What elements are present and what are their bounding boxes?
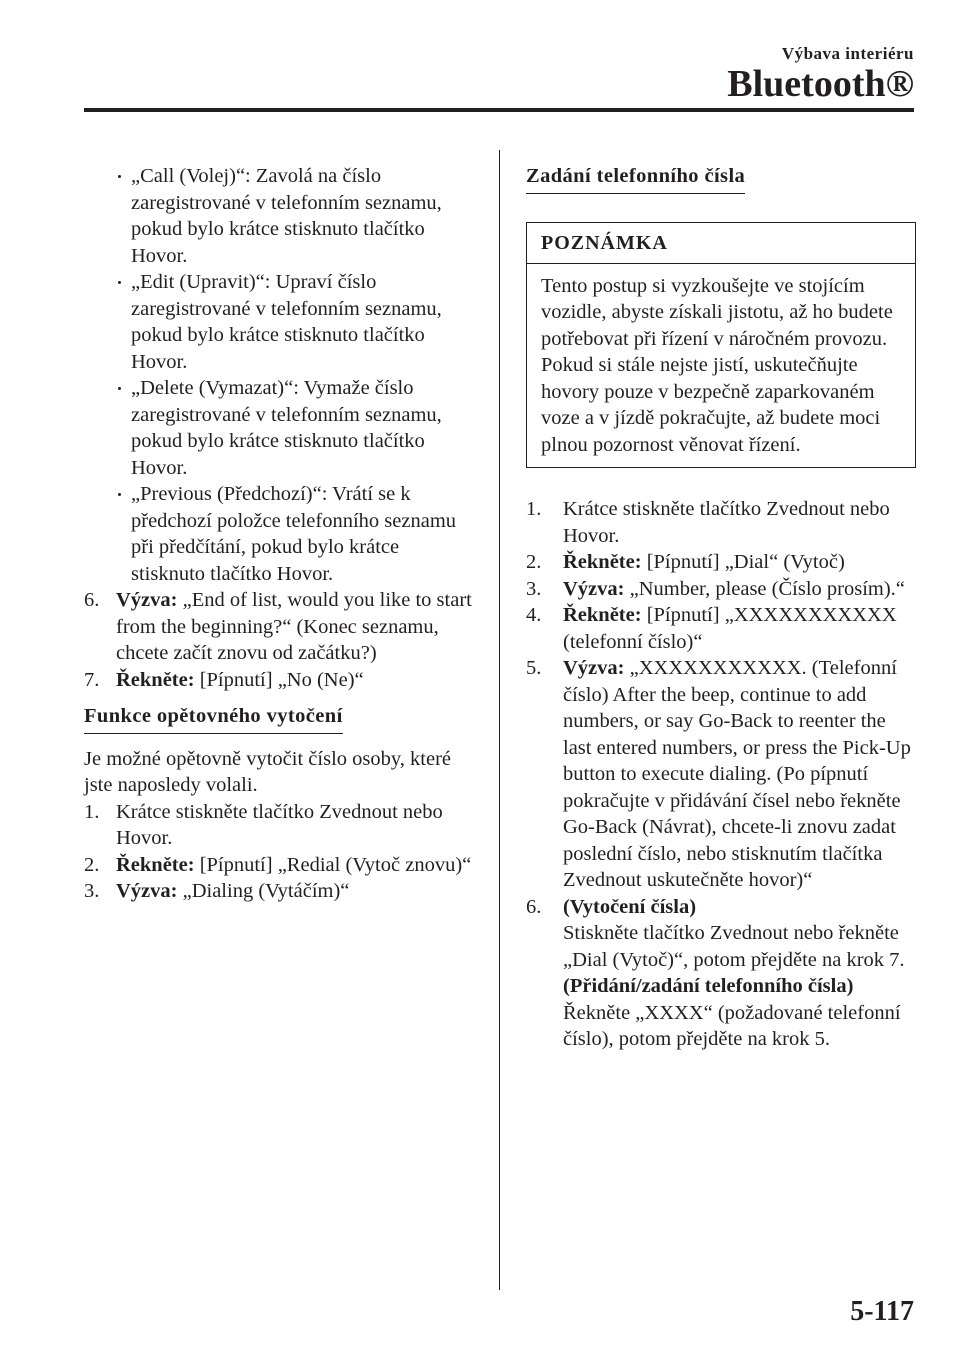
step-text: [Pípnutí] „No (Ne)“ (194, 668, 364, 691)
step-number: 6. (526, 895, 542, 918)
bullet-dot (118, 493, 121, 496)
page-number: 5-117 (850, 1296, 914, 1327)
step-keyword: Výzva: (116, 880, 178, 902)
step-number: 7. (84, 668, 100, 691)
section-heading-number-entry: Zadání telefonního čísla (526, 163, 745, 194)
right-column (526, 163, 916, 1053)
bullet-list (84, 163, 474, 587)
step-item (84, 667, 474, 694)
step-subheading: (Vytočení čísla) (563, 895, 697, 918)
step-number: 2. (526, 551, 542, 573)
step-text: [Pípnutí] „Dial“ (Vytoč) (641, 551, 845, 573)
bullet-item (84, 375, 474, 481)
step-item (526, 576, 916, 603)
step-item (526, 602, 916, 655)
step-keyword: Řekněte: (563, 604, 642, 626)
column-divider (499, 150, 500, 1290)
step-keyword: Řekněte: (116, 853, 195, 876)
step-item (526, 655, 916, 894)
bullet-dot (118, 281, 121, 284)
bullet-item (84, 269, 474, 375)
step-subheading: (Přidání/zadání telefonního čísla) (563, 975, 854, 997)
bullet-text: „Previous (Předchozí)“: Vrátí se k předchozí položce telefonního seznamu při předčítání, pokud bylo krátce stisknuto tlačítko Hovor. (131, 483, 457, 585)
step-number: 1. (84, 800, 100, 823)
step-text: „Number, please (Číslo prosím).“ (624, 577, 905, 600)
step-text: Stiskněte tlačítko Zvednout nebo řekněte „Dial (Vytoč)“, potom přejděte na krok 7. (563, 922, 905, 971)
step-text: [Pípnutí] „Redial (Vytoč znovu)“ (194, 853, 472, 876)
page-title: Bluetooth® (727, 63, 914, 105)
step-text: Řekněte „XXXX“ (požadované telefonní číslo), potom přejděte na krok 5. (563, 1001, 901, 1050)
bullet-dot (118, 175, 121, 178)
step-number: 5. (526, 657, 542, 679)
bullet-item (84, 163, 474, 269)
step-text: „Dialing (Vytáčím)“ (177, 880, 350, 902)
intro-paragraph: Je možné opětovně vytočit číslo osoby, které jste naposledy volali. (84, 747, 452, 796)
section-label: Výbava interiéru (781, 44, 914, 63)
note-title: POZNÁMKA (527, 223, 915, 264)
step-item (526, 549, 916, 576)
step-keyword: Výzva: (563, 657, 625, 679)
step-item (84, 852, 474, 879)
step-item (84, 799, 474, 852)
step-text: „XXXXXXXXXXX. (Telefonní číslo) After the beep, continue to add numbers, or say Go-Back to reenter the last entered numbers, or press the Pick-Up button to execute dialing. (Po pípnutí pokračujte v přidávání čísel nebo řekněte Go-Back (Návrat), chcete-li znovu zadat poslední číslo, nebo stisknutím tlačítka Zvednout uskutečněte hovor)“ (563, 657, 911, 891)
step-number: 1. (526, 498, 542, 520)
step-keyword: Výzva: (116, 589, 178, 611)
step-item (84, 878, 474, 905)
step-keyword: Řekněte: (563, 551, 642, 573)
step-number: 3. (526, 577, 542, 600)
section-heading-redial: Funkce opětovného vytočení (84, 703, 343, 734)
step-keyword: Výzva: (563, 577, 625, 600)
note-box (526, 222, 916, 469)
step-text: Krátce stiskněte tlačítko Zvednout nebo Hovor. (563, 498, 890, 547)
step-number: 2. (84, 853, 100, 876)
step-number: 4. (526, 604, 542, 626)
step-number: 3. (84, 880, 100, 902)
step-item (526, 496, 916, 549)
step-number: 6. (84, 589, 100, 611)
step-text: „End of list, would you like to start from the beginning?“ (Konec seznamu, chcete začít znovu od začátku?) (116, 589, 472, 664)
step-item (526, 894, 916, 1053)
bullet-text: „Call (Volej)“: Zavolá na číslo zaregistrované v telefonním seznamu, pokud bylo krátce stisknuto tlačítko Hovor. (131, 165, 442, 267)
step-text: [Pípnutí] „XXXXXXXXXXX (telefonní číslo)“ (563, 604, 897, 653)
left-column (84, 163, 474, 905)
header-rule (84, 108, 914, 112)
bullet-item (84, 481, 474, 587)
bullet-dot (118, 387, 121, 390)
bullet-text: „Delete (Vymazat)“: Vymaže číslo zaregistrované v telefonním seznamu, pokud bylo krátce stisknuto tlačítko Hovor. (131, 377, 442, 479)
note-text: Tento postup si vyzkoušejte ve stojícím vozidle, abyste získali jistotu, až ho budete potřebovat při řízení v náročném provozu. Pokud si stále nejste jistí, uskutečňujte hovory pouze v bezpečně zaparkovaném voze a v jízdě pokračujte, až budete moci plnou pozornost věnovat řízení. (541, 274, 893, 456)
step-keyword: Řekněte: (116, 668, 195, 691)
bullet-text: „Edit (Upravit)“: Upraví číslo zaregistrované v telefonním seznamu, pokud bylo krátce stisknuto tlačítko Hovor. (131, 271, 442, 373)
step-text: Krátce stiskněte tlačítko Zvednout nebo Hovor. (116, 800, 443, 849)
step-item (84, 587, 474, 667)
